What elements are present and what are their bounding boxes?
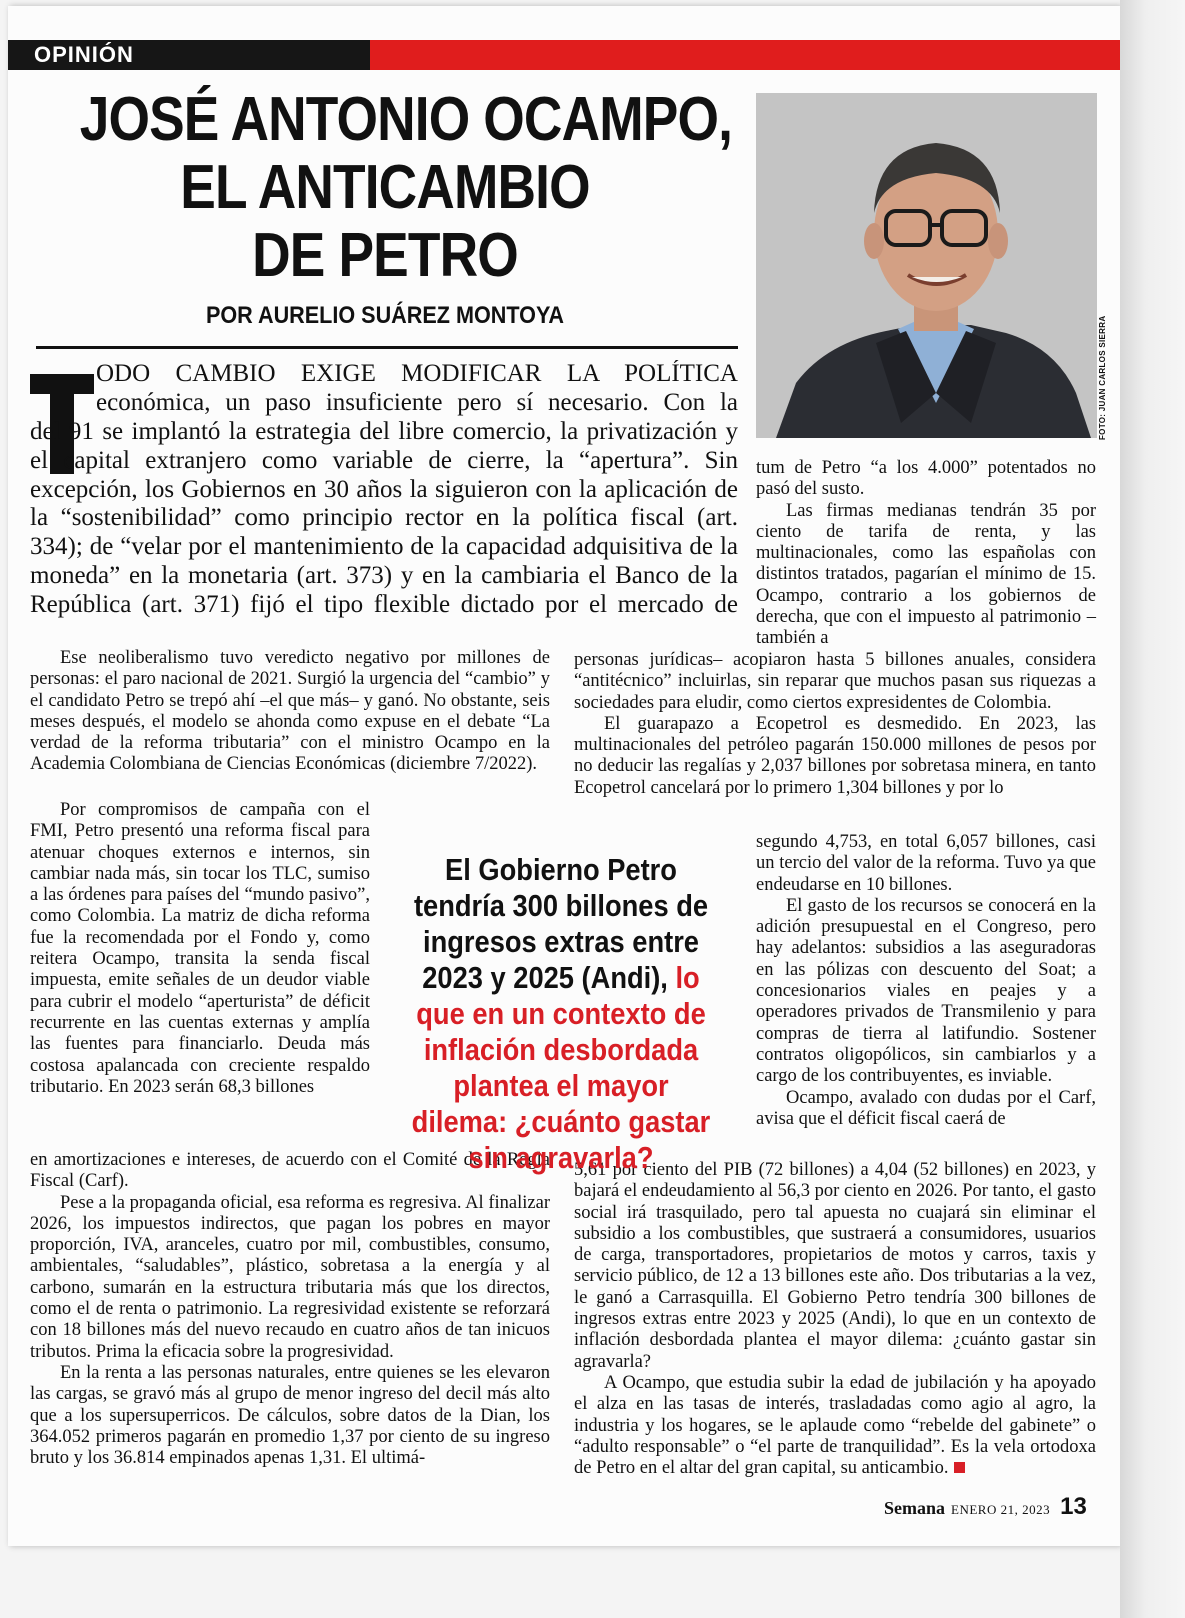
article-title: [79, 85, 733, 290]
photo-credit: FOTO: JUAN CARLOS SIERRA: [1098, 315, 1107, 440]
paragraph: El gasto de los recursos se conocerá en la adición presupuestal en el Congreso, pero hay adelantos: subsidios a las aseguradoras en las pólizas con descuento del Soat; a concesionarios viales en peajes y a operadores privados de Transmilenio y para compras de tierra al latifundio. Sostener contratos oligopólicos, sin cambiarlos y a cargo de los contribuyentes, es inviable.: [756, 895, 1096, 1087]
page-footer: [884, 1493, 1087, 1527]
pull-quote: [405, 852, 717, 1176]
body-column-1-narrow: [30, 800, 370, 1098]
section-label: OPINIÓN: [34, 42, 134, 67]
paragraph: Por compromisos de campaña con el FMI, Petro presentó una reforma fiscal para atenuar choques externos e internos, sin cambiar nada más, sin tocar los TLC, sumiso a las órdenes para países del “mundo pasivo”, como Colombia. La matriz de dicha reforma fue la recomendada por el Fondo y, como reitera Ocampo, transita la senda fiscal impuesta, emite señales de un deudor viable para cubrir el modelo “aperturista” de déficit recurrente en las cuentas externas y amplía las fuentes para financiarlo. Deuda más costosa apalancada con creciente respaldo tributario. En 2023 serán 68,3 billones: [30, 800, 370, 1097]
portrait-illustration: [756, 93, 1097, 438]
body-column-2-bottom: [574, 1160, 1096, 1479]
paragraph: en amortizaciones e intereses, de acuerdo con el Comité de la Regla Fiscal (Carf).: [30, 1150, 550, 1192]
paragraph: En la renta a las personas naturales, entre quienes se les elevaron las cargas, se gravó más al grupo de menor ingreso del decil más alto que a los supersuperricos. De cálculos, sobre datos de la Dian, los 364.052 primeros pagarán en promedio 1,37 por ciento de su ingreso bruto y los 36.814 empinados apenas 1,31. El ultimá-: [30, 1362, 550, 1469]
lead-paragraph-part-2: del 91 se implantó la estrategia del libre comercio, la privatización y el capital extranjero como variable de cierre, la “apertura”. Sin excepción, los Gobiernos en 30 años la siguieron con la aplicación de la “sostenibilidad” como principio rector en la política fiscal (art. 334); de “velar por el mantenimiento de la capacidad adquisitiva de la moneda” en la monetaria (art. 373) y en la cambiaria el Banco de la República (art. 371) fijó el tipo flexible dictado por el mercado de: [30, 418, 738, 618]
paragraph: Pese a la propaganda oficial, esa reforma es regresiva. Al finalizar 2026, los impuestos indirectos, que pagan los pobres en mayor proporción, IVA, aranceles, cuatro por mil, combustibles, consumo, ambientales, “saludables”, plástico, sobretasa a la energía y al carbono, sumarán en la estructura tributaria más que los directos, como el de renta o patrimonio. La regresividad existente se reforzará con 18 billones más del nuevo recaudo en cuatro años de tan inicuos tributos. Prima la eficacia sobre la progresividad.: [30, 1192, 550, 1362]
title-line: JOSÉ ANTONIO OCAMPO,: [79, 85, 733, 154]
paragraph: El guarapazo a Ecopetrol es desmedido. En 2023, las multinacionales del petróleo pagarán 150.000 millones de pesos por no deducir las regalías y 2,037 billones por sobretasa minera, en tanto Ecopetrol cancelará por lo primero 1,304 billones y por lo: [574, 713, 1096, 798]
body-column-2-narrow: [756, 832, 1096, 1130]
paragraph: segundo 4,753, en total 6,057 billones, casi un tercio del valor de la reforma. Tuvo ya que endeudarse en 10 billones.: [756, 832, 1096, 895]
body-column-2-wide: [574, 650, 1096, 799]
page-edge-shadow: [1120, 0, 1185, 1618]
byline: POR AURELIO SUÁREZ MONTOYA: [205, 302, 565, 329]
pull-quote-black: El Gobierno Petro tendría 300 billones de ingresos extras entre 2023 y 2025 (Andi),: [413, 852, 709, 995]
end-mark-icon: [954, 1462, 965, 1473]
lead-paragraph-part-1: ODO CAMBIO EXIGE MODIFICAR LA POLÍTICA económica, un paso insuficiente pero sí necesario. Con la: [96, 360, 738, 416]
paragraph: personas jurídicas– acopiaron hasta 5 billones anuales, considera “antitécnico” incluirlas, sin reparar que muchos pasan sus riquezas a sociedades para eludir, como ciertos expresidentes de Colombia.: [574, 650, 1096, 713]
pull-quote-red: lo que en un contexto de inflación desbordada plantea el mayor dilema: ¿cuánto gastar sin agravarla?: [411, 960, 711, 1175]
body-column-1-bottom: [30, 1150, 550, 1469]
paragraph: A Ocampo, que estudia subir la edad de jubilación y ha apoyado el alza en las tasas de interés, trasladadas como agio al agro, la industria y los hogares, se le aplaude como “rebelde del gabinete” o “adulto responsable” o “el parte de tranquilidad”. Es la vela ortodoxa de Petro en el altar del gran capital, su anticambio.: [574, 1372, 1096, 1479]
page-number: 13: [1060, 1493, 1087, 1520]
title-rule: [36, 346, 738, 349]
title-line: EL ANTICAMBIO: [180, 153, 590, 222]
paragraph: Las firmas medianas tendrán 35 por ciento de tarifa de renta, y las multinacionales, como las españolas con distintos tratados, pagarían el mínimo de 15. Ocampo, contrario a los gobiernos de derecha, que con el impuesto al patrimonio –también a: [756, 500, 1096, 649]
body-column-2-upper: [756, 458, 1096, 650]
issue-date: ENERO 21, 2023: [951, 1502, 1051, 1517]
magazine-name: Semana: [884, 1498, 946, 1518]
title-line: DE PETRO: [252, 221, 518, 290]
paragraph: Ese neoliberalismo tuvo veredicto negativo por millones de personas: el paro nacional de 2021. Surgió la urgencia del “cambio” y el candidato Petro se trepó ahí –el que más– y ganó. No obstante, seis meses después, el modelo se ahonda como expuse en el debate “La verdad de la reforma tributaria” con el ministro Ocampo en la Academia Colombiana de Ciencias Económicas (diciembre 7/2022).: [30, 648, 550, 775]
paragraph: 5,61 por ciento del PIB (72 billones) a 4,04 (52 billones) en 2023, y bajará el endeudamiento al 56,3 por ciento en 2026. Por tanto, el gasto social irá trasquilado, pero tal apuesta no cuajará sin eliminar el subsidio a los combustibles, que sustraerá a consumidores, usuarios de carga, transportadores, propietarios de motos y carros, taxis y servicio público, de 12 a 13 billones este año. Dos tributarias a la vez, le ganó a Carrasquilla. El Gobierno Petro tendría 300 billones de ingresos extras entre 2023 y 2025 (Andi), lo que en un contexto de inflación desbordada plantea el mayor dilema: ¿cuánto gastar sin agravarla?: [574, 1160, 1096, 1372]
paragraph: tum de Petro “a los 4.000” potentados no pasó del susto.: [756, 458, 1096, 500]
paragraph: Ocampo, avalado con dudas por el Carf, avisa que el déficit fiscal caerá de: [756, 1087, 1096, 1129]
author-photo: [756, 93, 1097, 438]
body-column-1-top: [30, 648, 550, 776]
